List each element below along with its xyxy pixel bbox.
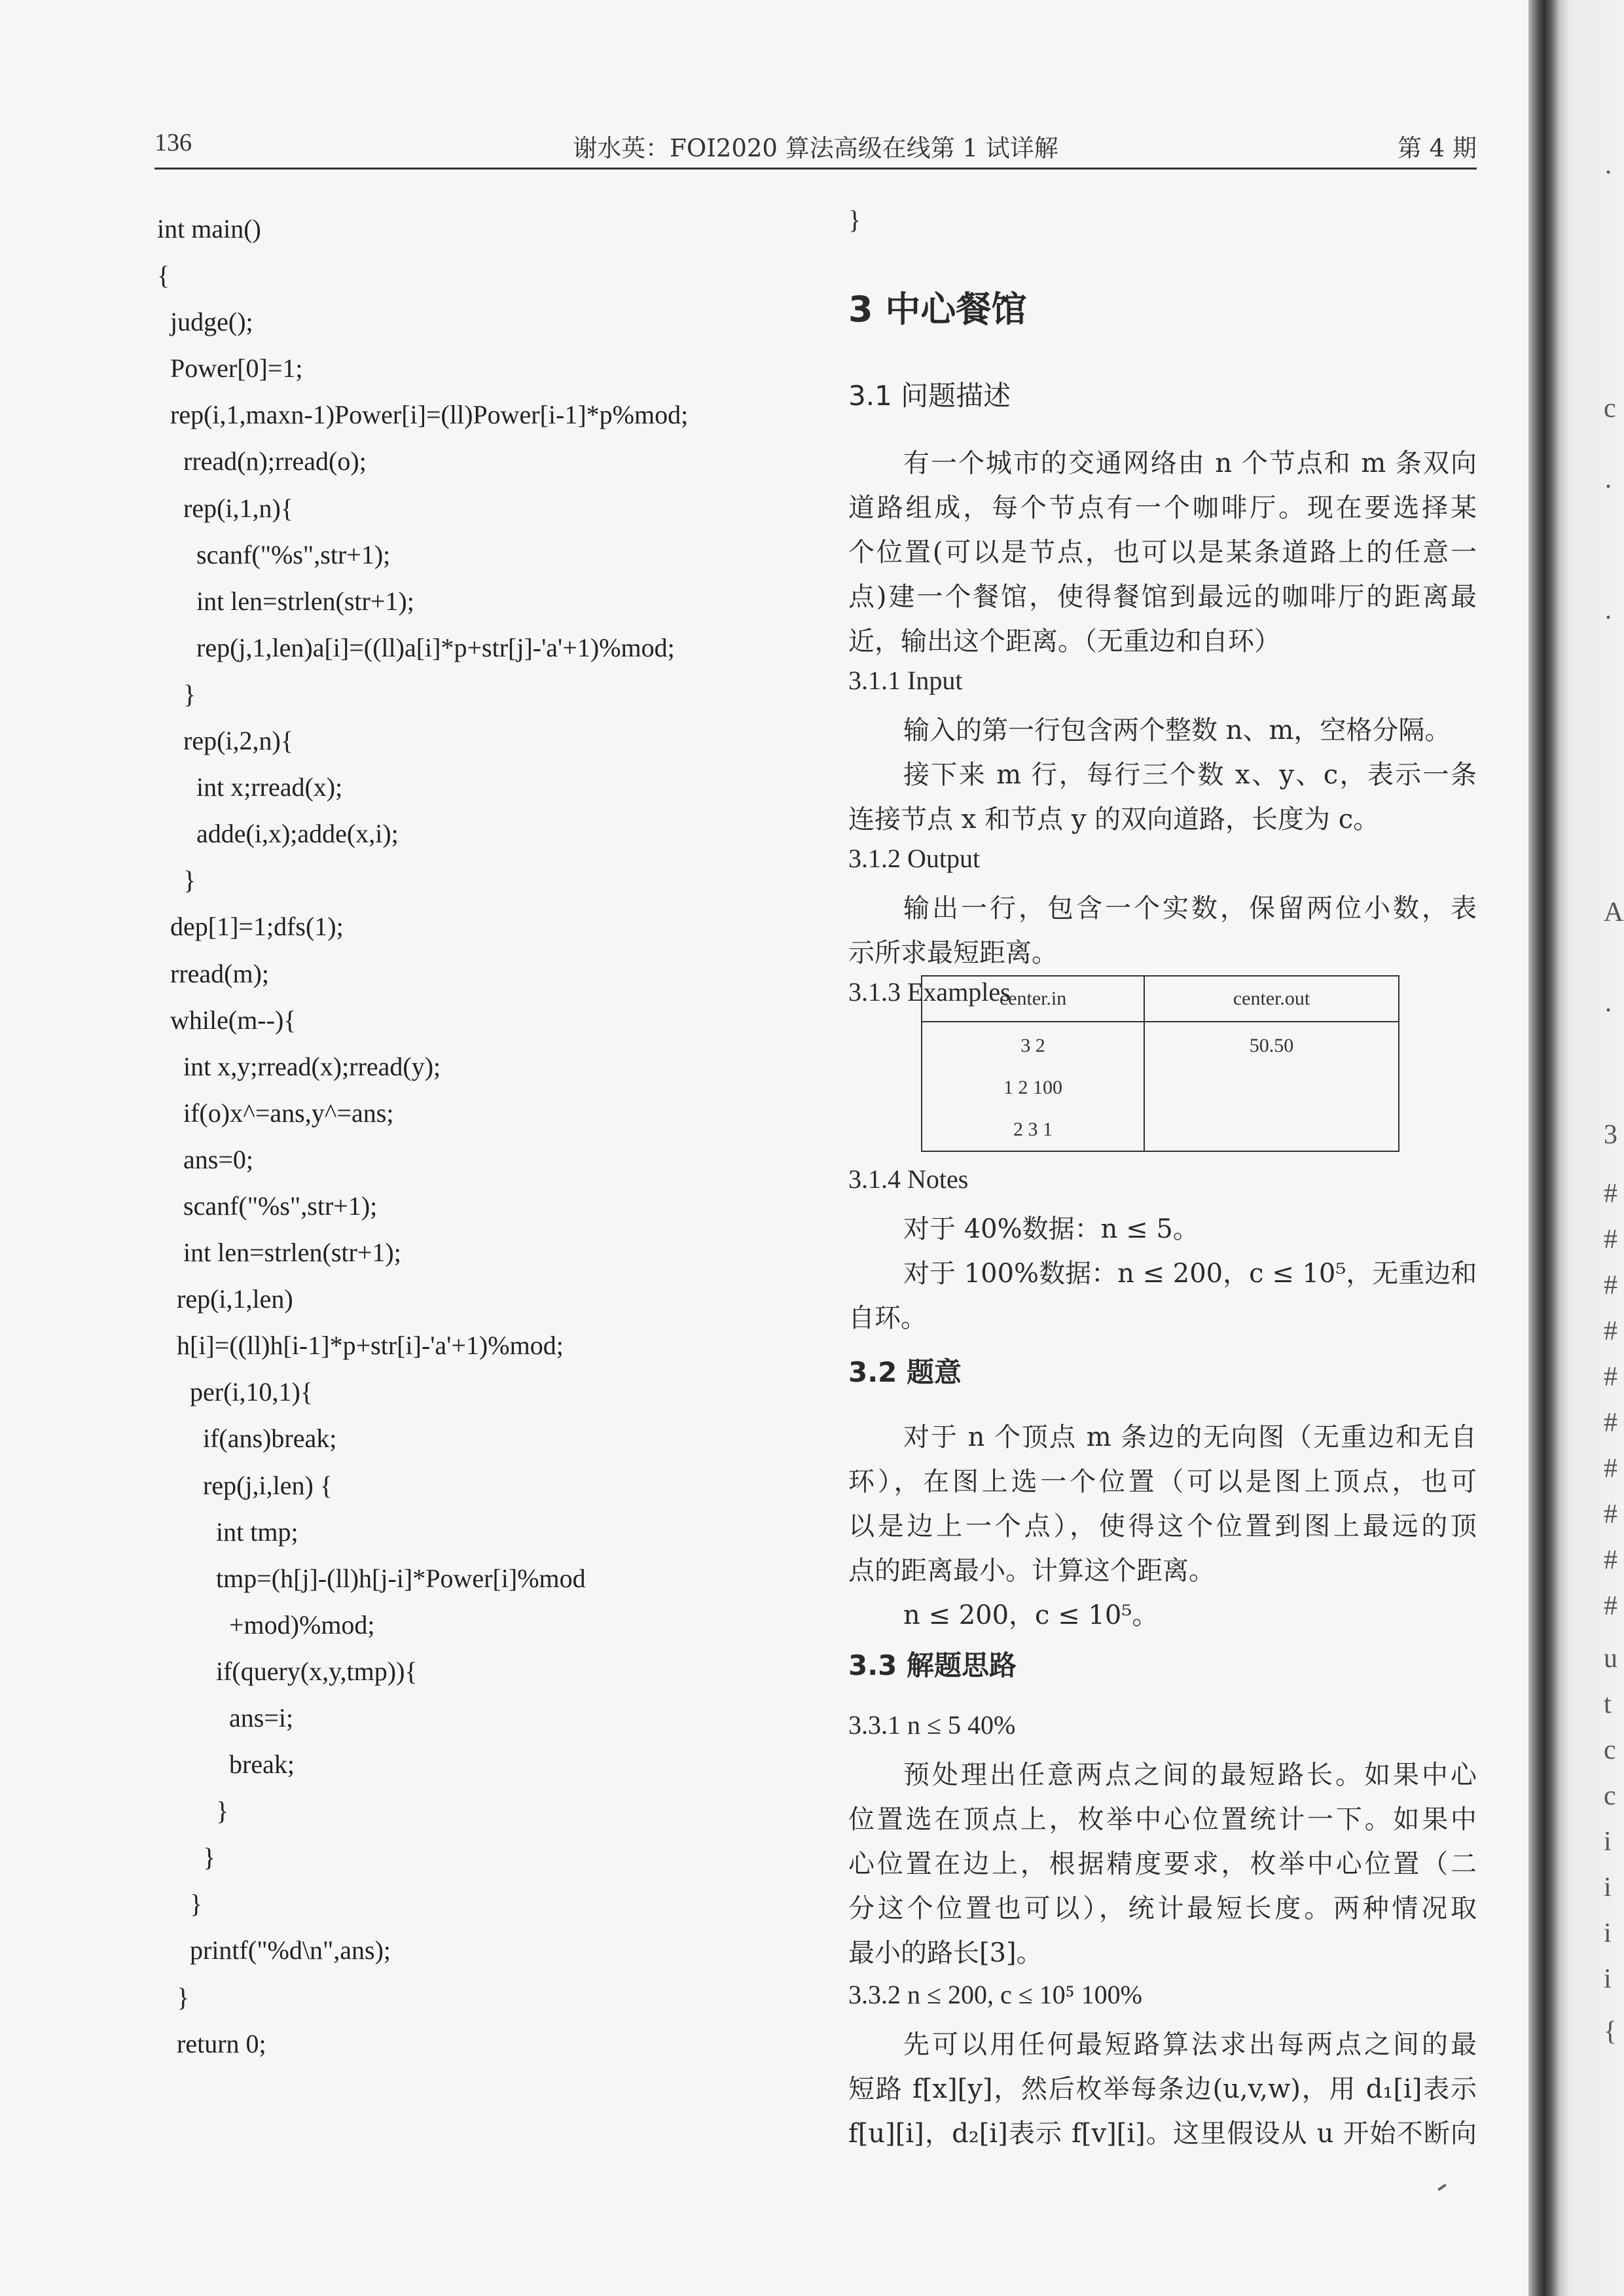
running-title: 谢水英：FOI2020 算法高级在线第 1 试详解 bbox=[573, 134, 1058, 162]
scan-speck bbox=[1437, 2183, 1447, 2191]
code-line: { bbox=[157, 260, 170, 291]
code-line: break; bbox=[157, 1749, 295, 1780]
s332-line-3: f[u][i]，d₂[i]表示 f[v][i]。这里假设从 u 开始不断向 bbox=[848, 2119, 1477, 2149]
s332-line-2: 短路 f[x][y]，然后枚举每条边(u,v,w)，用 d₁[i]表示 bbox=[848, 2074, 1477, 2104]
edge-glyph: { bbox=[1604, 2017, 1617, 2047]
code-line: int x,y;rread(x);rread(y); bbox=[157, 1051, 441, 1081]
s31-line-4: 点)建一个餐馆，使得餐馆到最远的咖啡厅的距离最 bbox=[848, 582, 1477, 612]
example-input-line: 1 2 100 bbox=[1003, 1077, 1063, 1098]
edge-glyph: · bbox=[1604, 472, 1613, 502]
edge-glyph: i bbox=[1604, 1964, 1612, 1994]
code-line: int tmp; bbox=[157, 1516, 298, 1547]
example-input-line: 2 3 1 bbox=[1013, 1119, 1053, 1140]
edge-glyph: · bbox=[1604, 603, 1613, 633]
edge-glyph: c bbox=[1604, 1781, 1616, 1811]
code-line: rep(i,2,n){ bbox=[157, 726, 294, 756]
edge-glyph: c bbox=[1604, 1735, 1616, 1765]
header-rule bbox=[154, 168, 1477, 170]
s314-title: 3.1.4 Notes bbox=[848, 1164, 969, 1194]
code-line: scanf("%s",str+1); bbox=[157, 1191, 378, 1221]
code-line: int main() bbox=[157, 214, 261, 243]
code-line: rep(j,1,len)a[i]=((ll)a[i]*p+str[j]-'a'+1)%mod; bbox=[157, 632, 675, 662]
s331-title: 3.3.1 n ≤ 5 40% bbox=[848, 1710, 1016, 1740]
code-line: if(ans)break; bbox=[157, 1424, 337, 1454]
edge-glyph: A bbox=[1604, 897, 1624, 927]
s331-line-2: 位置选在顶点上，枚举中心位置统计一下。如果中 bbox=[848, 1804, 1477, 1835]
s312-line-2: 示所求最短距离。 bbox=[848, 938, 1058, 968]
code-line: } bbox=[157, 1842, 216, 1873]
examples-header-row bbox=[922, 976, 1399, 1022]
code-line: scanf("%s",str+1); bbox=[157, 539, 391, 569]
code-line: } bbox=[157, 1982, 190, 2012]
code-line: } bbox=[157, 1889, 203, 1919]
edge-glyph: · bbox=[1604, 158, 1613, 188]
edge-glyph: # bbox=[1604, 1225, 1617, 1255]
section-3-2-title: 3.2 题意 bbox=[848, 1356, 962, 1388]
s313-title: 3.1.3 Examples bbox=[848, 977, 1011, 1007]
code-listing bbox=[157, 206, 812, 2067]
running-header bbox=[154, 128, 1477, 165]
closing-brace: } bbox=[848, 205, 861, 234]
edge-glyph: c bbox=[1604, 393, 1616, 423]
code-line: } bbox=[157, 679, 196, 709]
s32-line-5: n ≤ 200，c ≤ 10⁵。 bbox=[903, 1600, 1159, 1630]
code-line: } bbox=[157, 1796, 229, 1826]
section-3-3-title: 3.3 解题思路 bbox=[848, 1649, 1017, 1681]
s32-line-4: 点的距离最小。计算这个距离。 bbox=[848, 1556, 1215, 1586]
code-line: ans=i; bbox=[157, 1703, 294, 1732]
code-line: int len=strlen(str+1); bbox=[157, 586, 414, 616]
examples-output-cell bbox=[1144, 1022, 1399, 1151]
edge-glyph: # bbox=[1604, 1591, 1617, 1621]
s32-line-2: 环），在图上选一个位置（可以是图上顶点，也可 bbox=[848, 1467, 1477, 1497]
code-line: +mod)%mod; bbox=[157, 1609, 375, 1640]
section-3-1-title: 3.1 问题描述 bbox=[848, 380, 1011, 412]
s331-line-5: 最小的路长[3]。 bbox=[848, 1938, 1043, 1968]
s314-line-3: 自环。 bbox=[848, 1303, 927, 1333]
s311-line-2: 接下来 m 行，每行三个数 x、y、c，表示一条 bbox=[903, 760, 1477, 790]
code-line: return 0; bbox=[157, 2028, 266, 2058]
s311-title: 3.1.1 Input bbox=[848, 666, 963, 695]
code-line: printf("%d\n",ans); bbox=[157, 1935, 391, 1965]
edge-glyph: # bbox=[1604, 1179, 1617, 1209]
edge-glyph: # bbox=[1604, 1454, 1617, 1484]
s332-line-1: 先可以用任何最短路算法求出每两点之间的最 bbox=[903, 2030, 1477, 2060]
s314-line-1: 对于 40%数据：n ≤ 5。 bbox=[903, 1214, 1199, 1244]
code-line: if(o)x^=ans,y^=ans; bbox=[157, 1098, 394, 1128]
s332-title: 3.3.2 n ≤ 200, c ≤ 10⁵ 100% bbox=[848, 1980, 1142, 2009]
example-output-line: 50.50 bbox=[1249, 1035, 1294, 1056]
edge-glyph: · bbox=[1604, 996, 1613, 1026]
section-3-title: 3 中心餐馆 bbox=[848, 289, 1027, 330]
edge-glyph: i bbox=[1604, 1873, 1612, 1903]
code-line: rep(j,i,len) { bbox=[157, 1470, 333, 1500]
edge-glyph: # bbox=[1604, 1362, 1617, 1392]
s311-line-3: 连接节点 x 和节点 y 的双向道路，长度为 c。 bbox=[848, 804, 1380, 834]
edge-glyph: 3 bbox=[1604, 1120, 1617, 1150]
s331-line-4: 分这个位置也可以），统计最短长度。两种情况取 bbox=[848, 1893, 1477, 1924]
code-line: if(query(x,y,tmp)){ bbox=[157, 1656, 418, 1686]
code-line: h[i]=((ll)h[i-1]*p+str[i]-'a'+1)%mod; bbox=[157, 1331, 564, 1361]
edge-glyph: # bbox=[1604, 1499, 1617, 1530]
edge-glyph: i bbox=[1604, 1918, 1612, 1948]
examples-table bbox=[921, 975, 1399, 1152]
examples-body-row bbox=[922, 1022, 1399, 1151]
code-line: judge(); bbox=[157, 307, 253, 337]
code-line: while(m--){ bbox=[157, 1005, 297, 1035]
examples-input-cell bbox=[922, 1022, 1144, 1151]
examples-header-input: center.in bbox=[922, 976, 1144, 1022]
s312-title: 3.1.2 Output bbox=[848, 844, 981, 873]
code-line: rread(n);rread(o); bbox=[157, 446, 367, 476]
s32-line-3: 以是边上一个点），使得这个位置到图上最远的顶 bbox=[848, 1511, 1477, 1541]
example-input-line: 3 2 bbox=[1020, 1035, 1045, 1056]
edge-glyph: t bbox=[1604, 1689, 1612, 1719]
s31-line-3: 个位置(可以是节点，也可以是某条道路上的任意一 bbox=[848, 537, 1477, 567]
s31-line-2: 道路组成，每个节点有一个咖啡厅。现在要选择某 bbox=[848, 493, 1477, 523]
code-line: } bbox=[157, 865, 196, 895]
page-number: 136 bbox=[154, 129, 192, 156]
s331-line-3: 心位置在边上，根据精度要求，枚举中心位置（二 bbox=[848, 1849, 1477, 1879]
code-line: per(i,10,1){ bbox=[157, 1377, 314, 1407]
code-line: adde(i,x);adde(x,i); bbox=[157, 819, 399, 849]
code-line: dep[1]=1;dfs(1); bbox=[157, 912, 344, 942]
edge-glyph: # bbox=[1604, 1408, 1617, 1438]
code-line: rep(i,1,maxn-1)Power[i]=(ll)Power[i-1]*p%mod; bbox=[157, 400, 689, 430]
s312-line-1: 输出一行，包含一个实数，保留两位小数，表 bbox=[903, 893, 1477, 924]
code-line: tmp=(h[j]-(ll)h[j-i]*Power[i]%mod bbox=[157, 1563, 586, 1593]
code-line: rep(i,1,len) bbox=[157, 1284, 293, 1314]
edge-glyph: u bbox=[1604, 1643, 1617, 1674]
next-page-edge-text bbox=[1602, 0, 1624, 2296]
s31-line-5: 近，输出这个距离。（无重边和自环） bbox=[848, 626, 1280, 656]
examples-header-output: center.out bbox=[1144, 976, 1399, 1022]
s314-line-2: 对于 100%数据：n ≤ 200，c ≤ 10⁵，无重边和 bbox=[903, 1259, 1477, 1289]
s32-line-1: 对于 n 个顶点 m 条边的无向图（无重边和无自 bbox=[903, 1422, 1477, 1452]
s311-line-1: 输入的第一行包含两个整数 n、m，空格分隔。 bbox=[903, 715, 1451, 745]
edge-glyph: # bbox=[1604, 1545, 1617, 1575]
edge-glyph: i bbox=[1604, 1827, 1612, 1857]
code-line: rread(m); bbox=[157, 958, 270, 988]
edge-glyph: # bbox=[1604, 1270, 1617, 1300]
code-line: int len=strlen(str+1); bbox=[157, 1238, 401, 1268]
s31-line-1: 有一个城市的交通网络由 n 个节点和 m 条双向 bbox=[903, 448, 1477, 478]
issue-number: 第 4 期 bbox=[1397, 134, 1477, 162]
s331-line-1: 预处理出任意两点之间的最短路长。如果中心 bbox=[903, 1760, 1477, 1790]
code-line: ans=0; bbox=[157, 1144, 253, 1174]
edge-glyph: # bbox=[1604, 1316, 1617, 1346]
code-line: int x;rread(x); bbox=[157, 772, 343, 802]
code-line: Power[0]=1; bbox=[157, 353, 303, 384]
code-line: rep(i,1,n){ bbox=[157, 493, 294, 523]
